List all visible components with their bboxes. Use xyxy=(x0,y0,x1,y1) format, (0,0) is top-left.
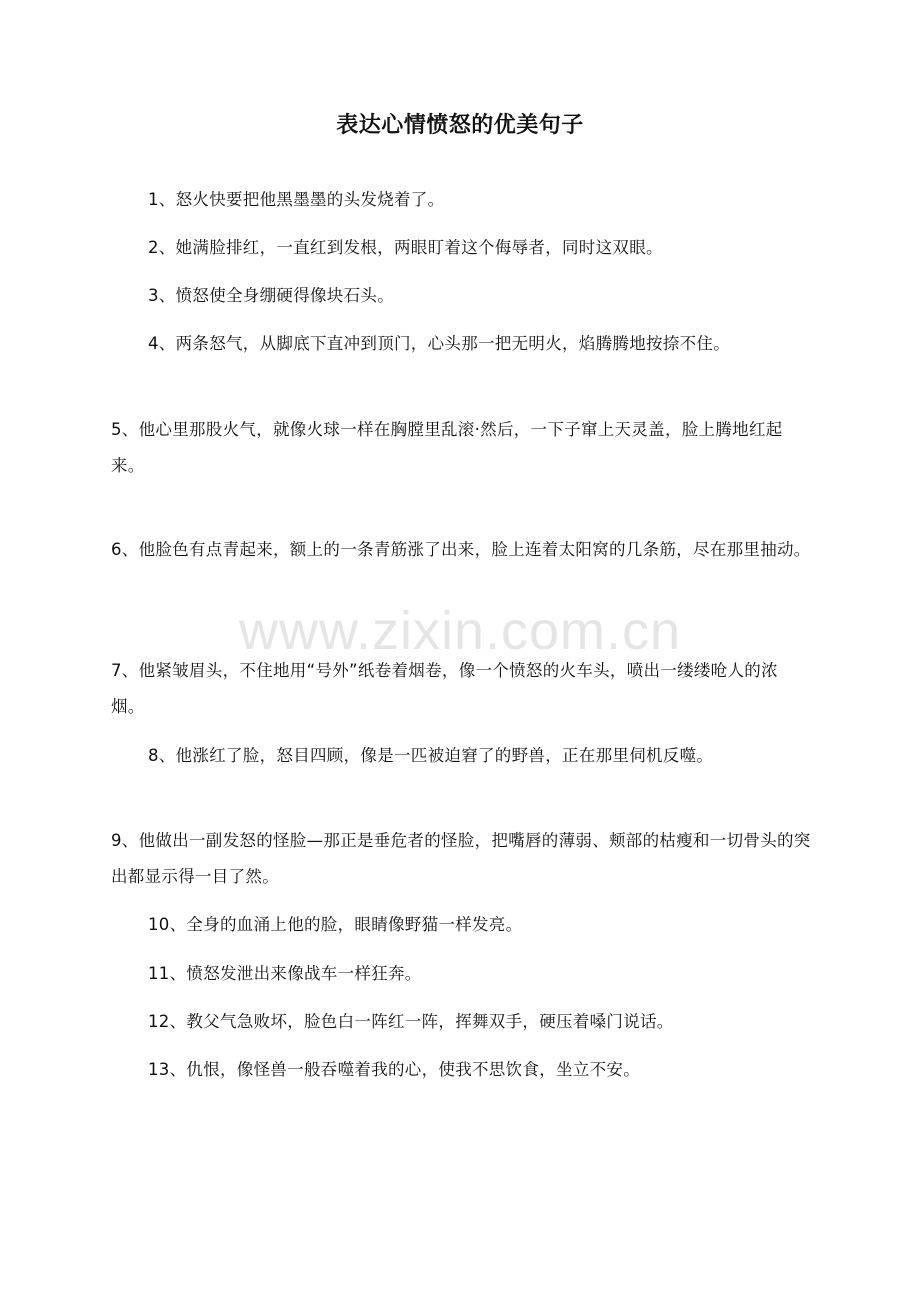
sentence-7: 7、他紧皱眉头，不住地用“号外”纸卷着烟卷，像一个愤怒的火车头，喷出一缕缕呛人的浓烟。 xyxy=(111,661,778,716)
sentence-5: 5、他心里那股火气，就像火球一样在胸膛里乱滚·然后，一下子窜上天灵盖，脸上腾地红起来。 xyxy=(111,420,783,475)
sentence-1: 1、怒火快要把他黑墨墨的头发烧着了。 xyxy=(148,190,445,209)
sentence-3: 3、愤怒使全身绷硬得像块石头。 xyxy=(148,286,394,305)
sentence-8: 8、他涨红了脸，怒目四顾，像是一匹被迫窘了的野兽，正在那里伺机反噬。 xyxy=(148,746,714,765)
sentence-10: 10、全身的血涌上他的脸，眼睛像野猫一样发亮。 xyxy=(148,915,523,934)
sentence-6: 6、他脸色有点青起来，额上的一条青筋涨了出来，脸上连着太阳窝的几条筋，尽在那里抽动。 xyxy=(111,540,811,559)
document-title: 表达心情愤怒的优美句子 xyxy=(336,113,584,138)
sentence-13: 13、仇恨，像怪兽一般吞噬着我的心，使我不思饮食，坐立不安。 xyxy=(148,1060,640,1079)
sentence-12: 12、教父气急败坏，脸色白一阵红一阵，挥舞双手，硬压着嗓门说话。 xyxy=(148,1012,674,1031)
sentence-4: 4、两条怒气，从脚底下直冲到顶门，心头那一把无明火，焰腾腾地按捺不住。 xyxy=(148,334,730,353)
watermark: www.zixin.com.cn xyxy=(238,601,682,661)
sentence-11: 11、愤怒发泄出来像战车一样狂奔。 xyxy=(148,964,422,983)
sentence-2: 2、她满脸排红，一直红到发根，两眼盯着这个侮辱者，同时这双眼。 xyxy=(148,238,663,257)
sentence-9: 9、他做出一副发怒的怪脸—那正是垂危者的怪脸，把嘴唇的薄弱、颊部的枯瘦和一切骨头的突出都显示得一目了然。 xyxy=(111,831,811,886)
